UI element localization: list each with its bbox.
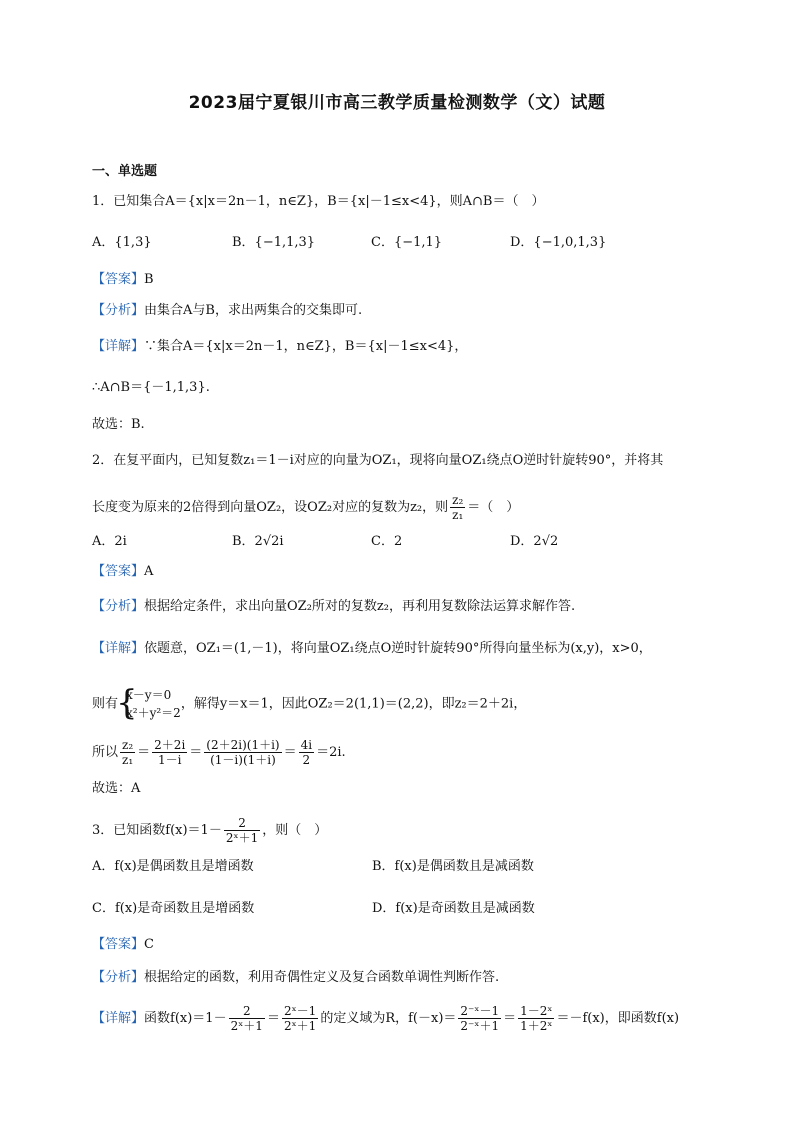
fraction-numerator: 2⁻ˣ－1 (460, 1004, 500, 1018)
detail-post: ＝2i. (316, 745, 346, 760)
fraction-denominator: (1－i)(1＋i) (210, 753, 276, 767)
fraction-denominator: 2⁻ˣ＋1 (460, 1019, 500, 1033)
q3-option-d: D．f(x)是奇函数且是减函数 (372, 901, 535, 916)
fraction-numerator: 2＋2i (154, 738, 186, 752)
q3-answer (92, 936, 154, 954)
q2-option-b: B．2√2i (232, 534, 284, 549)
analysis-text: 根据给定条件，求出向量OZ₂所对的复数z₂，再利用复数除法运算求解作答. (144, 599, 576, 614)
answer-tag: 【答案】 (92, 564, 145, 579)
fraction-numerator: 2 (229, 1004, 265, 1019)
q2-stem-tail: ＝（ ） (467, 500, 520, 515)
q2-detail-2 (92, 686, 526, 722)
fraction-numerator: z₂ (452, 493, 464, 507)
section-heading: 一、单选题 (92, 164, 158, 179)
q3-option-b: B．f(x)是偶函数且是减函数 (372, 859, 534, 874)
fraction-denominator: 2ˣ＋1 (283, 1019, 317, 1033)
q1-option-a: A．{1,3} (92, 235, 152, 250)
detail-tag: 【详解】 (92, 1011, 145, 1026)
q1-detail-2: ∴A∩B＝{－1,1,3}. (92, 380, 210, 395)
analysis-tag: 【分析】 (92, 303, 145, 318)
q1-option-d: D．{−1,0,1,3} (510, 235, 607, 250)
detail-tag: 【详解】 (92, 339, 145, 354)
fraction-denominator: z₁ (122, 753, 134, 767)
q2-stem-line-2 (92, 493, 519, 522)
system-line-2: x²＋y²＝2 (126, 706, 181, 720)
detail-pre: 函数f(x)＝1－ (144, 1011, 227, 1026)
fraction (458, 1004, 501, 1033)
q1-stem: 1．已知集合A＝{x|x＝2n－1，n∈Z}，B＝{x|－1≤x<4}，则A∩B＝（ ） (92, 194, 545, 209)
q3-stem-pre: 3．已知函数f(x)＝1－ (92, 823, 222, 838)
q3-option-a: A．f(x)是偶函数且是增函数 (92, 859, 254, 874)
equation-system (118, 686, 181, 722)
q2-option-c: C．2 (371, 534, 403, 549)
analysis-tag: 【分析】 (92, 599, 145, 614)
answer-value: B (144, 272, 154, 287)
fraction (229, 1004, 265, 1033)
detail-pre: 所以 (92, 745, 119, 760)
q2-stem-fraction (450, 493, 465, 522)
q2-detail-1 (92, 640, 652, 658)
fraction-numerator: 2ˣ－1 (283, 1004, 317, 1018)
fraction-numerator: (2＋2i)(1＋i) (206, 738, 280, 752)
q3-stem (92, 816, 327, 845)
fraction (120, 738, 135, 767)
answer-value: A (144, 564, 154, 579)
fraction-denominator: 1－i (157, 753, 182, 767)
fraction-denominator: 2ˣ＋1 (230, 1019, 263, 1033)
q1-detail-1 (92, 338, 467, 356)
detail-text: 依题意，OZ₁＝(1,－1)，将向量OZ₁绕点O逆时针旋转90°所得向量坐标为(x,y)，x>0， (144, 641, 652, 656)
fraction-numerator: 1－2ˣ (520, 1004, 553, 1018)
detail-text: ∵集合A＝{x|x＝2n－1，n∈Z}，B＝{x|－1≤x<4}， (144, 339, 468, 354)
fraction-numerator: 2 (224, 816, 260, 831)
answer-value: C (144, 937, 154, 952)
analysis-text: 根据给定的函数，利用奇偶性定义及复合函数单调性判断作答. (144, 970, 500, 985)
q2-detail-3: 所以 $\frac{\text{z₂}}{\text{z₁}}$ ＝ $\frac{2+2i}{1-i}$ ＝ $\frac{(2+2i)(1+i)}{(1-i)(1+i)}$ ＝ $\frac{4i}{2}$ ＝2i. (92, 738, 346, 767)
q2-answer (92, 563, 153, 581)
fraction (282, 1004, 318, 1033)
q3-detail-1 (92, 1004, 679, 1033)
q3-analysis (92, 969, 499, 987)
q2-choice: 故选：A (92, 781, 141, 796)
analysis-tag: 【分析】 (92, 970, 145, 985)
fraction (224, 816, 260, 845)
q1-option-c: C．{−1,1} (371, 235, 443, 250)
page-title: 2023届宁夏银川市高三教学质量检测数学（文）试题 (188, 93, 606, 113)
detail-post: ＝－f(x)，即函数f(x) (556, 1011, 680, 1026)
fraction (299, 738, 314, 767)
fraction-denominator: z₁ (452, 508, 464, 522)
q1-choice: 故选：B. (92, 417, 145, 432)
q2-stem-line-1: 2．在复平面内，已知复数z₁＝1－i对应的向量为OZ₁，现将向量OZ₁绕点O逆时针旋转90°，并将其 (92, 453, 664, 468)
detail-pre: 则有 (92, 696, 119, 712)
equals-sign: ＝ (503, 1011, 517, 1026)
equals-sign: ＝ (266, 1011, 280, 1026)
fraction-numerator: 4i (300, 738, 313, 752)
q1-answer (92, 271, 154, 289)
q1-analysis (92, 302, 362, 320)
answer-tag: 【答案】 (92, 272, 145, 287)
q2-analysis (92, 598, 575, 616)
q1-option-b: B．{−1,1,3} (232, 235, 316, 250)
system-line-1: { x－y＝0 (126, 688, 172, 702)
fraction-denominator: 1＋2ˣ (520, 1019, 553, 1033)
q2-option-a: A．2i (92, 534, 127, 549)
q2-option-d: D．2√2 (510, 534, 559, 549)
fraction-numerator: z₂ (122, 738, 134, 752)
q2-stem-text: 长度变为原来的2倍得到向量OZ₂，设OZ₂对应的复数为z₂，则 (92, 500, 449, 515)
analysis-text: 由集合A与B，求出两集合的交集即可. (144, 303, 363, 318)
fraction-denominator: 2ˣ＋1 (225, 831, 259, 845)
detail-post: ，解得y＝x＝1，因此OZ₂＝2(1,1)＝(2,2)，即z₂＝2＋2i， (180, 696, 527, 712)
fraction (518, 1004, 554, 1033)
fraction-denominator: 2 (302, 753, 311, 767)
q3-option-c: C．f(x)是奇函数且是增函数 (92, 901, 255, 916)
q3-stem-post: ，则（ ） (262, 823, 328, 838)
detail-mid: 的定义域为R，f(－x)＝ (320, 1011, 457, 1026)
detail-tag: 【详解】 (92, 641, 145, 656)
answer-tag: 【答案】 (92, 937, 145, 952)
fraction (152, 738, 187, 767)
fraction (204, 738, 281, 767)
